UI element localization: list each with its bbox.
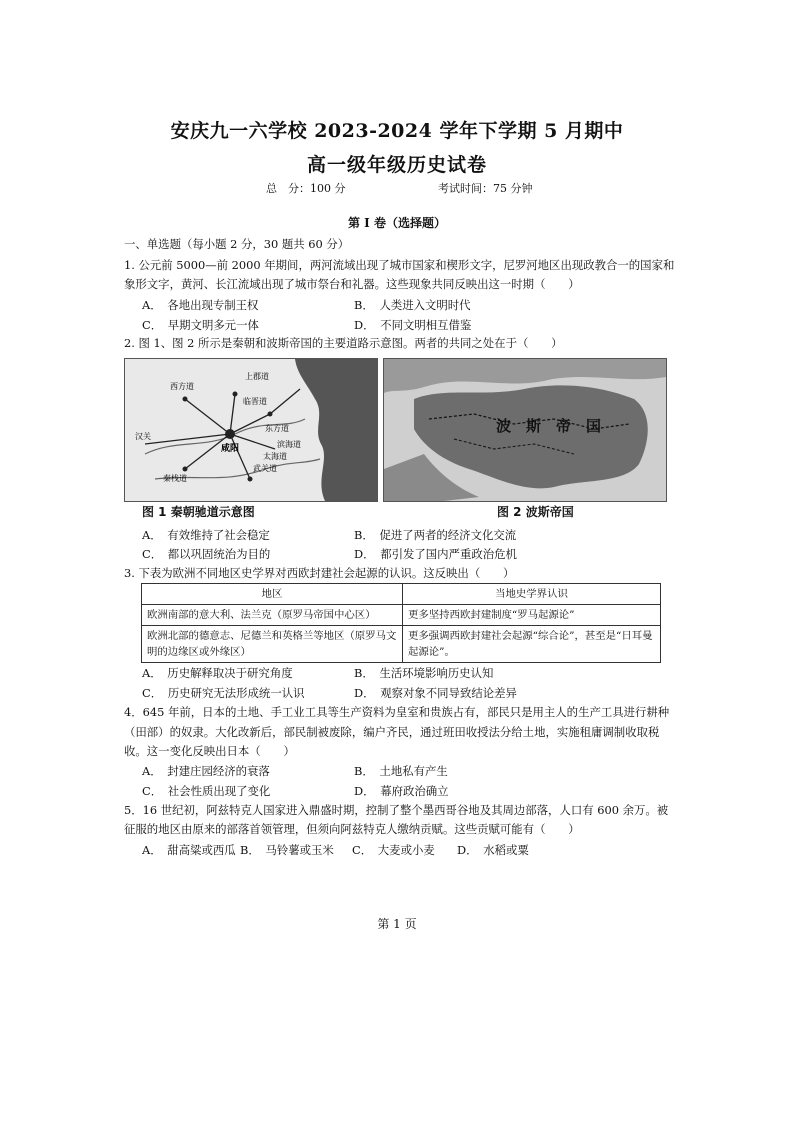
table-header-cell: 地区 bbox=[142, 584, 403, 605]
q3-option-a: A． 历史解释取决于研究角度 bbox=[142, 666, 293, 680]
q5-text-line1: 5．16 世纪初，阿兹特克人国家进入鼎盛时期，控制了整个墨西哥谷地及其周边部落，人口有 600 余万。被 bbox=[124, 803, 669, 817]
map-label-wuguandao: 武关道 bbox=[253, 464, 277, 473]
q1-text-line2: 象形文字，黄河、长江流域出现了城市祭台和礼器。这些现象共同反映出这一时期（ ） bbox=[124, 277, 580, 291]
q4-option-c: C． 社会性质出现了变化 bbox=[142, 784, 271, 798]
map-label-linjindao: 临晋道 bbox=[243, 397, 267, 406]
q5-text-line2: 征服的地区由原来的部落首领管理，但须向阿兹特克人缴纳贡赋。这些贡赋可能有（ ） bbox=[124, 822, 580, 836]
table-cell: 欧洲北部的德意志、尼德兰和英格兰等地区（原罗马文明的边缘区或外缘区） bbox=[142, 626, 403, 663]
q4-text-line2: （田部）的奴隶。大化改新后，部民制被废除，编户齐民，通过班田收授法分给土地，实施租庸调制收取税 bbox=[124, 725, 660, 739]
q1-text-line1: 1. 公元前 5000—前 2000 年期间，两河流域出现了城市国家和楔形文字，尼罗河地区出现政教合一的国家和 bbox=[124, 258, 675, 272]
figure-qin-roads-map bbox=[124, 358, 378, 502]
exam-time: 考试时间：75 分钟 bbox=[438, 182, 533, 195]
q3-text-line1: 3. 下表为欧洲不同地区史学界对西欧封建社会起源的认识。这反映出（ ） bbox=[124, 566, 515, 580]
part-heading: 一、单选题（每小题 2 分，30 题共 60 分） bbox=[124, 237, 350, 251]
q4-option-b: B． 土地私有产生 bbox=[354, 764, 448, 778]
map-label-hanguan: 汉关 bbox=[135, 432, 151, 441]
figure2-caption: 图 2 波斯帝国 bbox=[497, 505, 574, 519]
q5-option-c: C． 大麦或小麦 bbox=[352, 843, 435, 857]
q1-option-a: A． 各地出现专制王权 bbox=[142, 298, 259, 312]
q5-option-d: D． 水稻或粟 bbox=[457, 843, 529, 857]
section-title: 第 I 卷（选择题） bbox=[348, 216, 446, 230]
persian-empire-map-graphic bbox=[384, 359, 666, 501]
figure1-caption: 图 1 秦朝驰道示意图 bbox=[142, 505, 255, 519]
map-label-shangjundao: 上郡道 bbox=[245, 372, 269, 381]
q1-option-c: C． 早期文明多元一体 bbox=[142, 318, 259, 332]
table-cell: 更多强调西欧封建社会起源“综合论”，甚至是“日耳曼起源论”。 bbox=[403, 626, 661, 663]
q2-option-a: A． 有效维持了社会稳定 bbox=[142, 528, 270, 542]
table-row bbox=[142, 605, 661, 626]
map-label-xianyang: 咸阳 bbox=[221, 444, 240, 454]
map-label-binhaidao: 滨海道 bbox=[277, 440, 301, 449]
q3-option-b: B． 生活环境影响历史认知 bbox=[354, 666, 494, 680]
q2-option-c: C． 都以巩固统治为目的 bbox=[142, 547, 271, 561]
table-cell: 更多坚持西欧封建制度“罗马起源论” bbox=[403, 605, 661, 626]
table-header-cell: 当地史学界认识 bbox=[403, 584, 661, 605]
q2-option-b: B． 促进了两者的经济文化交流 bbox=[354, 528, 517, 542]
map-label-dongfangdao: 东方道 bbox=[265, 424, 289, 433]
total-score: 总 分：100 分 bbox=[266, 182, 346, 195]
q2-text-line1: 2. 图 1、图 2 所示是秦朝和波斯帝国的主要道路示意图。两者的共同之处在于（ ） bbox=[124, 336, 563, 350]
q1-option-b: B． 人类进入文明时代 bbox=[354, 298, 471, 312]
q5-option-a: A． 甜高粱或西瓜 bbox=[142, 843, 236, 857]
figure-persian-empire-map bbox=[383, 358, 667, 502]
map-label-xifangdao: 西方道 bbox=[170, 382, 194, 391]
exam-title-line2: 高一级年级历史试卷 bbox=[306, 154, 487, 176]
qin-roads-map-graphic bbox=[125, 359, 377, 501]
map-label-qinzhandao: 秦栈道 bbox=[163, 474, 187, 483]
q3-table bbox=[141, 583, 661, 663]
q5-option-b: B． 马铃薯或玉米 bbox=[240, 843, 334, 857]
table-cell: 欧洲南部的意大利、法兰克（原罗马帝国中心区） bbox=[142, 605, 403, 626]
map-label-taihaidao: 太海道 bbox=[263, 452, 287, 461]
q4-option-d: D． 幕府政治确立 bbox=[354, 784, 449, 798]
table-row bbox=[142, 626, 661, 663]
q1-option-d: D． 不同文明相互借鉴 bbox=[354, 318, 472, 332]
map-label-persian-empire: 波 斯 帝 国 bbox=[496, 417, 602, 435]
q3-option-c: C． 历史研究无法形成统一认识 bbox=[142, 686, 305, 700]
exam-title-line1: 安庆九一六学校 2023-2024 学年下学期 5 月期中 bbox=[170, 120, 624, 142]
q4-option-a: A． 封建庄园经济的衰落 bbox=[142, 764, 270, 778]
table-header-row bbox=[142, 584, 661, 605]
q4-text-line1: 4．645 年前，日本的土地、手工业工具等生产资料为皇室和贵族占有，部民只是用主人的生产工具进行耕种 bbox=[124, 705, 670, 719]
q3-option-d: D． 观察对象不同导致结论差异 bbox=[354, 686, 517, 700]
q4-text-line3: 收。这一变化反映出日本（ ） bbox=[124, 744, 295, 758]
q2-option-d: D． 都引发了国内严重政治危机 bbox=[354, 547, 517, 561]
page-number: 第 1 页 bbox=[377, 917, 417, 931]
